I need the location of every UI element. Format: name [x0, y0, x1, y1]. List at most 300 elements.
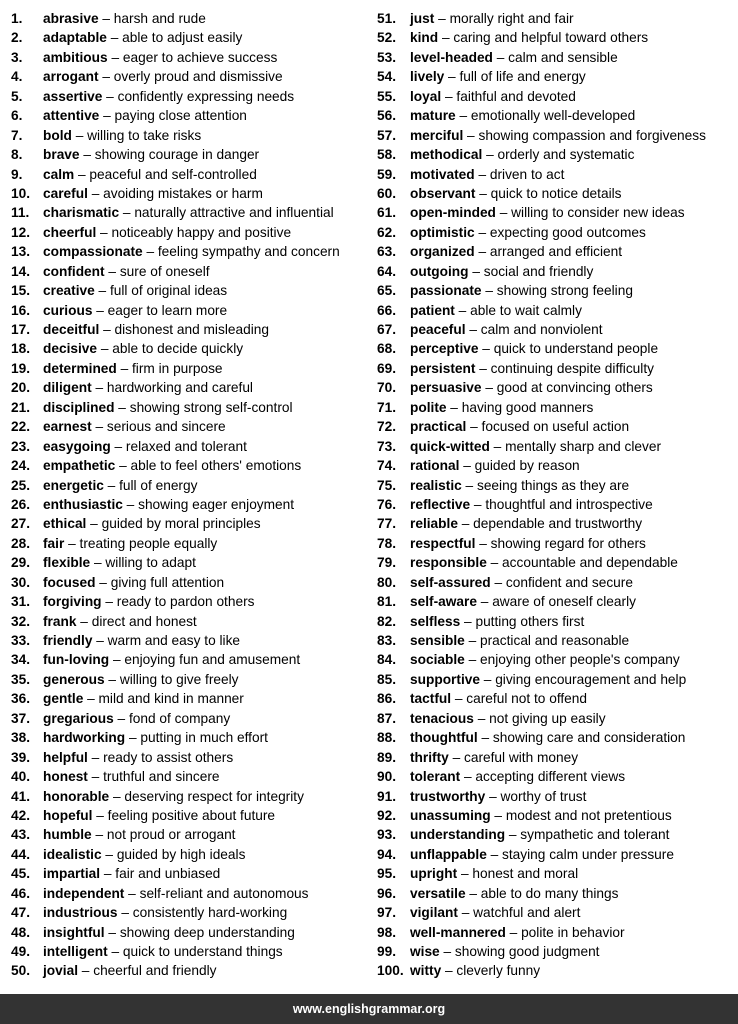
word-entry — [377, 184, 735, 203]
word-entry — [377, 48, 735, 67]
word-entry — [377, 689, 735, 708]
entry-definition: caring and helpful toward others — [453, 30, 649, 46]
word-entry — [11, 534, 371, 553]
entry-definition: showing strong feeling — [496, 283, 633, 299]
entry-definition: watchful and alert — [473, 905, 581, 921]
entry-word: unassuming — [410, 807, 491, 823]
word-entry — [377, 9, 735, 28]
entry-definition: calm and nonviolent — [480, 322, 603, 337]
entry-word: loyal — [410, 88, 442, 104]
entry-definition: continuing despite difficulty — [490, 360, 654, 376]
entry-word: upright — [410, 866, 458, 882]
entry-definition: harsh and rude — [113, 11, 206, 26]
word-entry — [11, 378, 371, 397]
entry-number: 10. — [11, 185, 31, 201]
entry-separator: – — [106, 30, 123, 46]
entry-word: jovial — [43, 963, 78, 979]
entry-definition: consistently hard-working — [132, 905, 288, 921]
entry-definition: careful not to offend — [466, 691, 588, 707]
entry-number: 83. — [377, 633, 397, 648]
word-entry — [377, 592, 735, 611]
entry-definition: dependable and trustworthy — [473, 516, 643, 532]
word-entry — [11, 87, 371, 106]
entry-word: impartial — [43, 866, 101, 882]
entry-word: wise — [410, 944, 440, 959]
entry-number: 48. — [11, 924, 31, 940]
word-entry — [377, 67, 735, 86]
entry-definition: serious and sincere — [106, 419, 226, 435]
word-entry — [377, 106, 735, 125]
entry-definition: fair and unbiased — [115, 866, 221, 882]
word-entry — [11, 670, 371, 689]
entry-separator: – — [92, 807, 108, 823]
entry-separator: – — [465, 322, 481, 337]
word-entry — [11, 437, 371, 456]
entry-number: 86. — [377, 691, 397, 707]
entry-number: 53. — [377, 49, 397, 65]
word-list-column-left — [11, 9, 371, 981]
word-entry — [11, 864, 371, 883]
entry-number: 37. — [11, 710, 31, 726]
entry-definition: hardworking and careful — [106, 380, 253, 396]
entry-word: insightful — [43, 924, 105, 940]
entry-separator: – — [98, 11, 114, 26]
word-entry — [377, 534, 735, 553]
entry-separator: – — [79, 147, 95, 163]
entry-number: 73. — [377, 438, 397, 454]
entry-definition: confidently expressing needs — [117, 88, 295, 104]
entry-word: compassionate — [43, 244, 143, 260]
entry-definition: ready to pardon others — [116, 594, 255, 610]
word-entry — [11, 476, 371, 495]
entry-separator: – — [74, 166, 90, 182]
word-entry — [11, 689, 371, 708]
entry-separator: – — [505, 827, 521, 843]
entry-separator: – — [446, 399, 462, 415]
word-entry — [377, 456, 735, 475]
entry-word: attentive — [43, 108, 100, 124]
entry-definition: able to wait calmly — [470, 302, 582, 318]
word-entry — [11, 203, 371, 222]
entry-separator: – — [463, 127, 479, 143]
entry-definition: guided by reason — [474, 458, 580, 474]
entry-word: observant — [410, 185, 476, 201]
entry-separator: – — [86, 516, 102, 532]
entry-definition: able to decide quickly — [112, 341, 244, 357]
entry-number: 51. — [377, 11, 397, 26]
word-entry — [11, 339, 371, 358]
entry-number: 78. — [377, 535, 397, 551]
entry-definition: firm in purpose — [132, 360, 223, 376]
entry-number: 77. — [377, 516, 397, 532]
entry-separator: – — [460, 769, 476, 785]
entry-definition: careful with money — [464, 749, 579, 765]
word-entry — [377, 903, 735, 922]
entry-word: fun-loving — [43, 652, 110, 668]
word-entry — [11, 398, 371, 417]
entry-separator: – — [114, 399, 130, 415]
entry-definition: arranged and efficient — [489, 244, 623, 260]
word-entry — [11, 903, 371, 922]
entry-definition: worthy of trust — [500, 788, 587, 804]
entry-definition: morally right and fair — [449, 11, 574, 26]
entry-word: honest — [43, 769, 88, 785]
entry-number: 21. — [11, 399, 31, 415]
entry-definition: enjoying other people's company — [480, 652, 680, 668]
word-entry — [11, 48, 371, 67]
entry-definition: truthful and sincere — [103, 769, 220, 785]
entry-separator: – — [95, 574, 111, 590]
entry-word: lively — [410, 69, 445, 85]
entry-word: methodical — [410, 147, 483, 163]
word-entry — [377, 417, 735, 436]
entry-separator: – — [110, 438, 126, 454]
entry-separator: – — [87, 185, 104, 201]
entry-definition: mentally sharp and clever — [505, 438, 662, 454]
entry-separator: – — [475, 185, 491, 201]
entry-separator: – — [476, 594, 493, 610]
word-entry — [377, 884, 735, 903]
word-entry — [377, 476, 735, 495]
entry-number: 6. — [11, 108, 23, 124]
entry-number: 94. — [377, 846, 397, 862]
entry-word: determined — [43, 360, 117, 376]
word-entry — [377, 728, 735, 747]
entry-definition: showing good judgment — [454, 944, 600, 959]
entry-number: 92. — [377, 807, 397, 823]
entry-word: easygoing — [43, 438, 111, 454]
entry-definition: dishonest and misleading — [114, 322, 269, 337]
entry-definition: accountable and dependable — [502, 555, 678, 571]
entry-definition: orderly and systematic — [497, 147, 635, 163]
entry-definition: noticeably happy and positive — [111, 224, 292, 240]
entry-number: 91. — [377, 788, 397, 804]
word-entry — [377, 612, 735, 631]
entry-definition: willing to consider new ideas — [511, 205, 685, 221]
entry-separator: – — [464, 633, 480, 648]
entry-word: sensible — [410, 633, 465, 648]
entry-separator: – — [101, 594, 117, 610]
entry-separator: – — [92, 302, 108, 318]
entry-separator: – — [98, 69, 114, 85]
entry-separator: – — [107, 944, 123, 959]
entry-definition: warm and easy to like — [107, 633, 241, 648]
entry-separator: – — [109, 652, 125, 668]
entry-number: 41. — [11, 788, 31, 804]
entry-separator: – — [115, 458, 131, 474]
entry-word: humble — [43, 827, 92, 843]
entry-word: hardworking — [43, 730, 126, 746]
entry-definition: avoiding mistakes or harm — [103, 185, 263, 201]
entry-word: optimistic — [410, 224, 475, 240]
entry-word: patient — [410, 302, 455, 318]
entry-separator: – — [83, 691, 99, 707]
entry-separator: – — [475, 535, 491, 551]
entry-number: 96. — [377, 885, 397, 901]
entry-separator: – — [448, 749, 464, 765]
entry-number: 56. — [377, 108, 397, 124]
entry-word: helpful — [43, 749, 88, 765]
word-entry — [11, 709, 371, 728]
entry-definition: paying close attention — [114, 108, 247, 124]
word-entry — [377, 767, 735, 786]
entry-definition: showing care and consideration — [492, 730, 686, 746]
entry-separator: – — [113, 710, 129, 726]
entry-number: 40. — [11, 769, 31, 785]
entry-word: persuasive — [410, 380, 482, 396]
entry-separator: – — [461, 477, 477, 493]
entry-word: tolerant — [410, 769, 461, 785]
entry-separator: – — [71, 127, 88, 143]
entry-word: creative — [43, 283, 95, 299]
entry-separator: – — [466, 419, 482, 435]
word-entry — [11, 262, 371, 281]
entry-separator: – — [460, 613, 476, 629]
entry-word: kind — [410, 30, 439, 46]
word-entry — [377, 573, 735, 592]
word-list-column-right — [377, 9, 735, 981]
entry-separator: – — [441, 88, 457, 104]
word-entry — [11, 495, 371, 514]
word-entry — [377, 806, 735, 825]
word-entry — [11, 417, 371, 436]
word-entry — [11, 106, 371, 125]
entry-number: 46. — [11, 885, 31, 901]
entry-separator: – — [125, 730, 141, 746]
entry-word: abrasive — [43, 11, 99, 26]
entry-definition: sympathetic and tolerant — [520, 827, 670, 843]
entry-definition: not giving up easily — [489, 710, 606, 726]
entry-number: 43. — [11, 827, 31, 843]
word-entry — [11, 845, 371, 864]
entry-number: 49. — [11, 944, 31, 959]
entry-separator: – — [481, 283, 497, 299]
entry-separator: – — [474, 244, 490, 260]
entry-separator: – — [470, 496, 486, 512]
entry-number: 52. — [377, 30, 397, 46]
entry-separator: – — [490, 807, 506, 823]
word-entry — [377, 359, 735, 378]
entry-word: passionate — [410, 283, 482, 299]
entry-separator: – — [486, 555, 503, 571]
entry-number: 79. — [377, 555, 397, 571]
entry-number: 39. — [11, 749, 31, 765]
entry-definition: eager to achieve success — [122, 49, 278, 65]
entry-separator: – — [473, 710, 490, 726]
entry-separator: – — [489, 438, 506, 454]
entry-number: 28. — [11, 535, 31, 551]
word-entry — [377, 223, 735, 242]
word-entry — [377, 242, 735, 261]
entry-word: disciplined — [43, 399, 115, 415]
entry-word: persistent — [410, 360, 476, 376]
word-entry — [11, 514, 371, 533]
entry-number: 66. — [377, 302, 397, 318]
entry-word: vigilant — [410, 905, 458, 921]
entry-number: 95. — [377, 866, 397, 882]
word-entry — [11, 553, 371, 572]
entry-separator: – — [451, 691, 467, 707]
entry-definition: putting in much effort — [140, 730, 268, 746]
entry-definition: showing deep understanding — [119, 924, 295, 940]
entry-number: 87. — [377, 710, 397, 726]
entry-number: 27. — [11, 516, 31, 532]
entry-definition: quick to notice details — [490, 185, 622, 201]
entry-word: rational — [410, 458, 460, 474]
entry-definition: guided by moral principles — [101, 516, 261, 532]
entry-word: careful — [43, 185, 88, 201]
entry-definition: accepting different views — [475, 769, 626, 785]
entry-separator: – — [457, 905, 474, 921]
entry-word: perceptive — [410, 341, 479, 357]
entry-number: 68. — [377, 341, 397, 357]
entry-definition: social and friendly — [483, 263, 594, 279]
entry-separator: – — [441, 963, 457, 979]
entry-separator: – — [457, 516, 474, 532]
entry-word: flexible — [43, 555, 91, 571]
entry-separator: – — [99, 322, 115, 337]
word-entry — [11, 728, 371, 747]
entry-word: forgiving — [43, 594, 102, 610]
entry-definition: practical and reasonable — [480, 633, 630, 648]
entry-word: witty — [410, 963, 442, 979]
entry-word: tenacious — [410, 710, 474, 726]
entry-word: idealistic — [43, 846, 102, 862]
entry-number: 98. — [377, 924, 397, 940]
entry-definition: relaxed and tolerant — [125, 438, 247, 454]
entry-number: 12. — [11, 224, 31, 240]
word-entry — [11, 767, 371, 786]
entry-definition: able to adjust easily — [122, 30, 243, 46]
entry-number: 82. — [377, 613, 397, 629]
word-entry — [11, 456, 371, 475]
entry-definition: cleverly funny — [456, 963, 541, 979]
entry-separator: – — [103, 477, 120, 493]
entry-separator: – — [438, 30, 454, 46]
entry-number: 2. — [11, 30, 23, 46]
word-entry — [377, 845, 735, 864]
entry-number: 32. — [11, 613, 31, 629]
entry-number: 11. — [11, 205, 30, 221]
entry-number: 61. — [377, 205, 397, 221]
entry-separator: – — [87, 769, 104, 785]
word-entry — [11, 359, 371, 378]
entry-definition: staying calm under pressure — [502, 846, 674, 862]
entry-separator: – — [96, 224, 112, 240]
entry-separator: – — [122, 496, 139, 512]
word-entry — [11, 67, 371, 86]
entry-word: ethical — [43, 516, 87, 532]
entry-word: adaptable — [43, 30, 107, 46]
entry-definition: thoughtful and introspective — [485, 496, 653, 512]
entry-number: 3. — [11, 49, 23, 65]
entry-number: 20. — [11, 380, 31, 396]
entry-definition: deserving respect for integrity — [124, 788, 304, 804]
entry-word: deceitful — [43, 322, 100, 337]
entry-separator: – — [91, 380, 107, 396]
entry-definition: sure of oneself — [119, 263, 210, 279]
entry-definition: quick to understand people — [493, 341, 659, 357]
entry-separator: – — [478, 341, 494, 357]
entry-definition: focused on useful action — [481, 419, 630, 435]
word-entry — [377, 301, 735, 320]
entry-number: 64. — [377, 263, 397, 279]
entry-separator: – — [490, 574, 506, 590]
entry-word: merciful — [410, 127, 464, 143]
word-entry — [11, 223, 371, 242]
entry-separator: – — [124, 885, 140, 901]
entry-number: 22. — [11, 419, 31, 435]
entry-definition: expecting good outcomes — [489, 224, 646, 240]
entry-number: 30. — [11, 574, 31, 590]
entry-separator: – — [464, 652, 480, 668]
footer-website-link[interactable]: www.englishgrammar.org — [292, 1002, 446, 1016]
entry-number: 26. — [11, 496, 31, 512]
entry-word: realistic — [410, 477, 462, 493]
entry-word: trustworthy — [410, 788, 486, 804]
word-entry — [11, 28, 371, 47]
word-entry — [377, 145, 735, 164]
entry-number: 59. — [377, 166, 397, 182]
word-entry — [377, 670, 735, 689]
entry-number: 89. — [377, 749, 397, 765]
word-entry — [377, 825, 735, 844]
entry-number: 35. — [11, 671, 31, 687]
entry-word: versatile — [410, 885, 466, 901]
entry-word: understanding — [410, 827, 506, 843]
entry-word: reflective — [410, 496, 471, 512]
entry-number: 29. — [11, 555, 31, 571]
entry-word: practical — [410, 419, 467, 435]
entry-word: decisive — [43, 341, 98, 357]
word-entry — [11, 9, 371, 28]
entry-number: 19. — [11, 360, 31, 376]
entry-number: 84. — [377, 652, 397, 668]
entry-word: earnest — [43, 419, 92, 435]
entry-separator: – — [479, 671, 496, 687]
entry-number: 45. — [11, 866, 31, 882]
entry-number: 80. — [377, 574, 397, 590]
word-entry — [11, 573, 371, 592]
word-entry — [11, 631, 371, 650]
entry-number: 54. — [377, 69, 397, 85]
entry-separator: – — [474, 224, 490, 240]
entry-definition: peaceful and self-controlled — [89, 166, 257, 182]
entry-word: self-assured — [410, 574, 491, 590]
entry-separator: – — [107, 49, 123, 65]
entry-separator: – — [64, 535, 80, 551]
entry-word: brave — [43, 147, 80, 163]
entry-word: well-mannered — [410, 924, 506, 940]
word-entry — [11, 787, 371, 806]
entry-definition: treating people equally — [79, 535, 218, 551]
entry-number: 97. — [377, 905, 397, 921]
word-entry — [11, 592, 371, 611]
word-entry — [11, 923, 371, 942]
entry-separator: – — [76, 613, 92, 629]
word-entry — [11, 961, 371, 980]
entry-definition: showing compassion and forgiveness — [478, 127, 706, 143]
entry-word: organized — [410, 244, 475, 260]
entry-definition: able to do many things — [480, 885, 619, 901]
entry-number: 81. — [377, 594, 397, 610]
entry-number: 34. — [11, 652, 31, 668]
entry-separator: – — [492, 49, 509, 65]
entry-number: 71. — [377, 399, 397, 415]
entry-definition: enjoying fun and amusement — [124, 652, 301, 668]
entry-word: motivated — [410, 166, 475, 182]
entry-definition: mild and kind in manner — [98, 691, 244, 707]
